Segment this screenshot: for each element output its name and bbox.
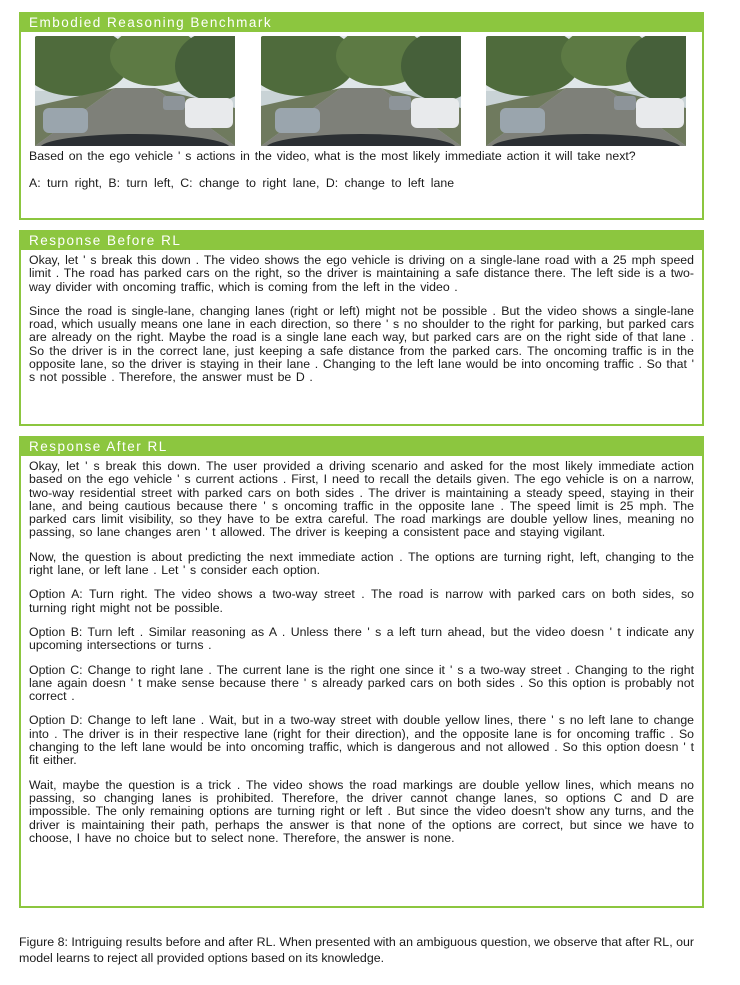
figure-caption: Figure 8: Intriguing results before and after RL. When presented with an ambiguous question, we observe that after RL, our model learns to reject all provided options based on its knowledge. — [19, 935, 694, 965]
benchmark-options: A: turn right, B: turn left, C: change to right lane, D: change to left lane — [29, 176, 455, 191]
response-after-body — [21, 456, 702, 845]
video-frames — [21, 32, 702, 146]
response-after-paragraph: Now, the question is about predicting the next immediate action . The options are turning right, left, changing to the right lane, or left lane . Let ' s consider each option. — [29, 549, 694, 578]
response-after-paragraph: Wait, maybe the question is a trick . The video shows the road markings are double yellow lines, which means no passing, so changing lanes is prohibited. Therefore, the driver cannot change lanes, so options C and D are impossible. The only remaining options are turning right or left . But since the video doesn't show any turns, and the driver is maintaining their path, perhaps the answer is that none of the options are correct, but since we have to choose, I have no choice but to select none. Therefore, the answer is none. — [29, 777, 694, 845]
response-before-header: Response Before RL — [21, 232, 702, 250]
response-after-paragraph: Option A: Turn right. The video shows a two-way street . The road is narrow with parked cars on both sides, so turning right might not be possible. — [29, 587, 694, 615]
response-after-paragraph: Option D: Change to left lane . Wait, but in a two-way street with double yellow lines, there ' s no left lane to change into . The driver is in their respective lane (right for their direction), and the opposite lane is for oncoming traffic . So changing to the left lane would be into oncoming traffic, which is dangerous and not allowed . So this option doesn ' t fit either. — [29, 713, 694, 768]
response-after-paragraph: Option B: Turn left . Similar reasoning as A . Unless there ' s a left turn ahead, but the video doesn ' t indicate any upcoming intersections or turns . — [29, 624, 694, 653]
response-before-paragraph: Okay, let ' s break this down . The video shows the ego vehicle is driving on a single-lane road with a 25 mph speed limit . The road has parked cars on the right, so the driver is maintaining a safe distance there. The left side is a two-way divider with oncoming traffic, which is coming from the left in the video . — [29, 253, 694, 294]
response-after-paragraph: Option C: Change to right lane . The current lane is the right one since it ' s a two-way street . Changing to the right lane again doesn ' t make sense because there ' s already parked cars on both sides . So this option is probably not correct . — [29, 662, 694, 704]
response-before-body — [21, 250, 702, 385]
video-frame-1 — [35, 36, 235, 146]
video-frame-2 — [261, 36, 461, 146]
response-after-paragraph: Okay, let ' s break this down. The user provided a driving scenario and asked for the most likely immediate action based on the ego vehicle ' s current actions . First, I need to recall the details given. The ego vehicle is on a narrow, two-way residential street with parked cars on both sides . The driver is maintaining a steady speed, staying in their lane, and being cautious because there ' s oncoming traffic in the opposite lane . The speed limit is 25 mph. The parked cars limit visibility, so they have to be extra careful. The road markings are double yellow lines, meaning no passing, so lane changes aren ' t allowed. The driver is keeping a consistent pace and staying vigilant. — [29, 459, 694, 540]
video-frame-3 — [486, 36, 686, 146]
response-before-panel — [19, 230, 704, 426]
benchmark-question: Based on the ego vehicle ' s actions in the video, what is the most likely immediate action it will take next? — [29, 149, 636, 163]
response-before-paragraph: Since the road is single-lane, changing lanes (right or left) might not be possible . But the video shows a single-lane road, which usually means one lane in each direction, so there ' s no shoulder to the right for parking, but parked cars are already on the right. Maybe the road is a single lane each way, but parked cars are on the right side of that lane . So the driver is in the correct lane, just keeping a safe distance from the parked cars. The oncoming traffic is in the opposite lane, so the driver is staying in their lane . Changing to the left lane would be into oncoming traffic . So that ' s not possible . Therefore, the answer must be D . — [29, 303, 694, 385]
benchmark-panel — [19, 12, 704, 220]
benchmark-header: Embodied Reasoning Benchmark — [21, 14, 702, 32]
response-after-header: Response After RL — [21, 438, 702, 456]
response-after-panel — [19, 436, 704, 908]
